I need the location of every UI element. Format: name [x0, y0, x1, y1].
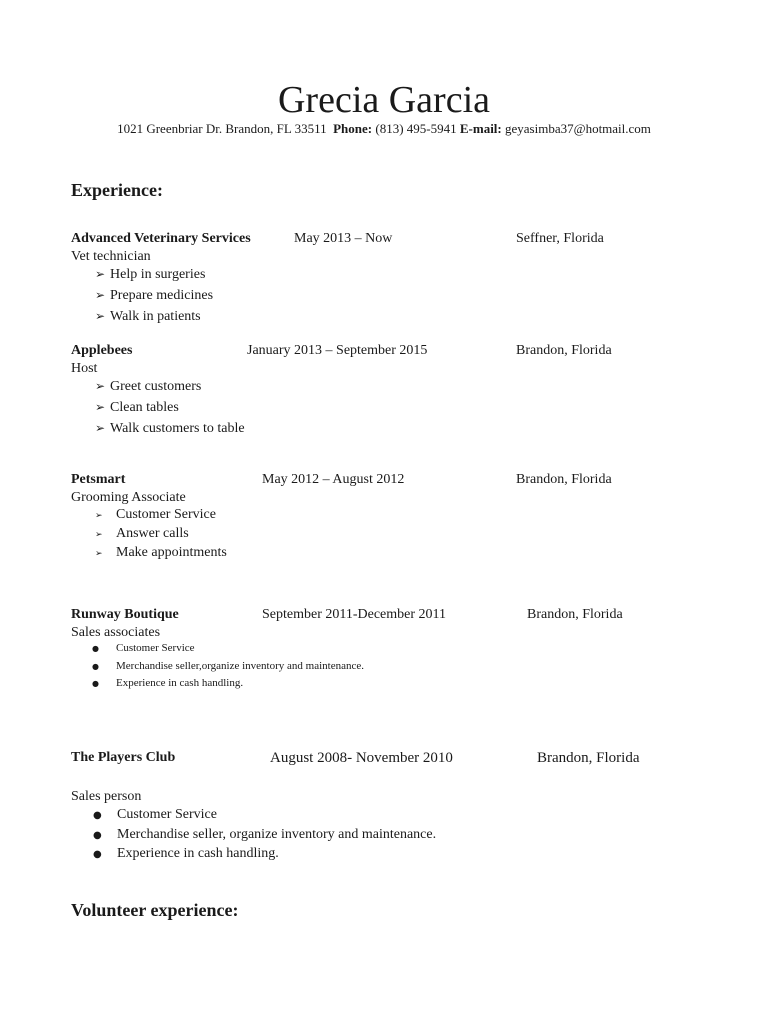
job-dates: August 2008- November 2010: [270, 750, 453, 766]
job-role: Sales associates: [71, 625, 161, 640]
arrow-bullet-icon: ➢: [95, 379, 106, 393]
list-item: ➢ Greet customers: [95, 376, 245, 397]
email-address: geyasimba37@hotmail.com: [505, 121, 651, 136]
contact-line: [0, 121, 768, 137]
job-location: Brandon, Florida: [516, 343, 612, 358]
job-role: Vet technician: [71, 249, 151, 264]
job-duties: [95, 506, 227, 563]
bullet-dot-icon: ●: [93, 849, 102, 860]
job-role: Sales person: [71, 789, 142, 804]
arrow-bullet-icon: ➢: [95, 549, 103, 559]
list-item: ➢ Customer Service: [95, 506, 227, 525]
list-item: ● Merchandise seller,organize inventory and maintenance.: [92, 658, 364, 676]
address: 1021 Greenbriar Dr. Brandon, FL 33511: [117, 121, 327, 136]
list-item: ➢ Prepare medicines: [95, 285, 213, 306]
job-org: Advanced Veterinary Services: [71, 231, 251, 246]
list-item: ● Merchandise seller, organize inventory and maintenance.: [93, 826, 436, 846]
phone-label: Phone:: [333, 121, 373, 136]
job-dates: May 2012 – August 2012: [262, 472, 405, 487]
job-location: Brandon, Florida: [537, 750, 640, 766]
arrow-bullet-icon: ➢: [95, 288, 106, 302]
list-item: ➢ Help in surgeries: [95, 264, 213, 285]
job-role: Grooming Associate: [71, 490, 186, 505]
job-org: Applebees: [71, 343, 133, 358]
bullet-dot-icon: ●: [92, 661, 99, 671]
bullet-dot-icon: ●: [93, 810, 102, 821]
job-duties: [95, 376, 245, 439]
arrow-bullet-icon: ➢: [95, 511, 103, 521]
job-dates: May 2013 – Now: [294, 231, 393, 246]
job-org: The Players Club: [71, 750, 176, 765]
job-duties: [92, 640, 364, 693]
email-label: E-mail:: [459, 121, 502, 136]
job-location: Seffner, Florida: [516, 231, 604, 246]
experience-heading: Experience:: [71, 180, 163, 200]
job-dates: January 2013 – September 2015: [247, 343, 428, 358]
job-org: Petsmart: [71, 472, 126, 487]
arrow-bullet-icon: ➢: [95, 421, 106, 435]
list-item: ➢ Walk customers to table: [95, 418, 245, 439]
list-item: ● Experience in cash handling.: [93, 845, 436, 865]
phone-number: (813) 495-5941: [375, 121, 457, 136]
job-duties: [93, 806, 436, 865]
job-duties: [95, 264, 213, 327]
list-item: ➢ Answer calls: [95, 525, 227, 544]
list-item: ● Customer Service: [93, 806, 436, 826]
resume-name: Grecia Garcia: [277, 79, 490, 121]
arrow-bullet-icon: ➢: [95, 400, 106, 414]
bullet-dot-icon: ●: [92, 679, 99, 688]
list-item: ➢ Clean tables: [95, 397, 245, 418]
job-dates: September 2011-December 2011: [262, 607, 447, 622]
list-item: ➢ Make appointments: [95, 544, 227, 563]
list-item: ● Customer Service: [92, 640, 364, 658]
arrow-bullet-icon: ➢: [95, 309, 106, 323]
job-org: Runway Boutique: [71, 607, 179, 622]
arrow-bullet-icon: ➢: [95, 530, 103, 540]
bullet-dot-icon: ●: [92, 644, 99, 653]
volunteer-heading: Volunteer experience:: [71, 900, 239, 920]
job-location: Brandon, Florida: [516, 472, 612, 487]
arrow-bullet-icon: ➢: [95, 267, 106, 281]
job-location: Brandon, Florida: [527, 607, 623, 622]
job-role: Host: [71, 361, 98, 376]
list-item: ● Experience in cash handling.: [92, 675, 364, 693]
list-item: ➢ Walk in patients: [95, 306, 213, 327]
bullet-dot-icon: ●: [93, 829, 102, 841]
